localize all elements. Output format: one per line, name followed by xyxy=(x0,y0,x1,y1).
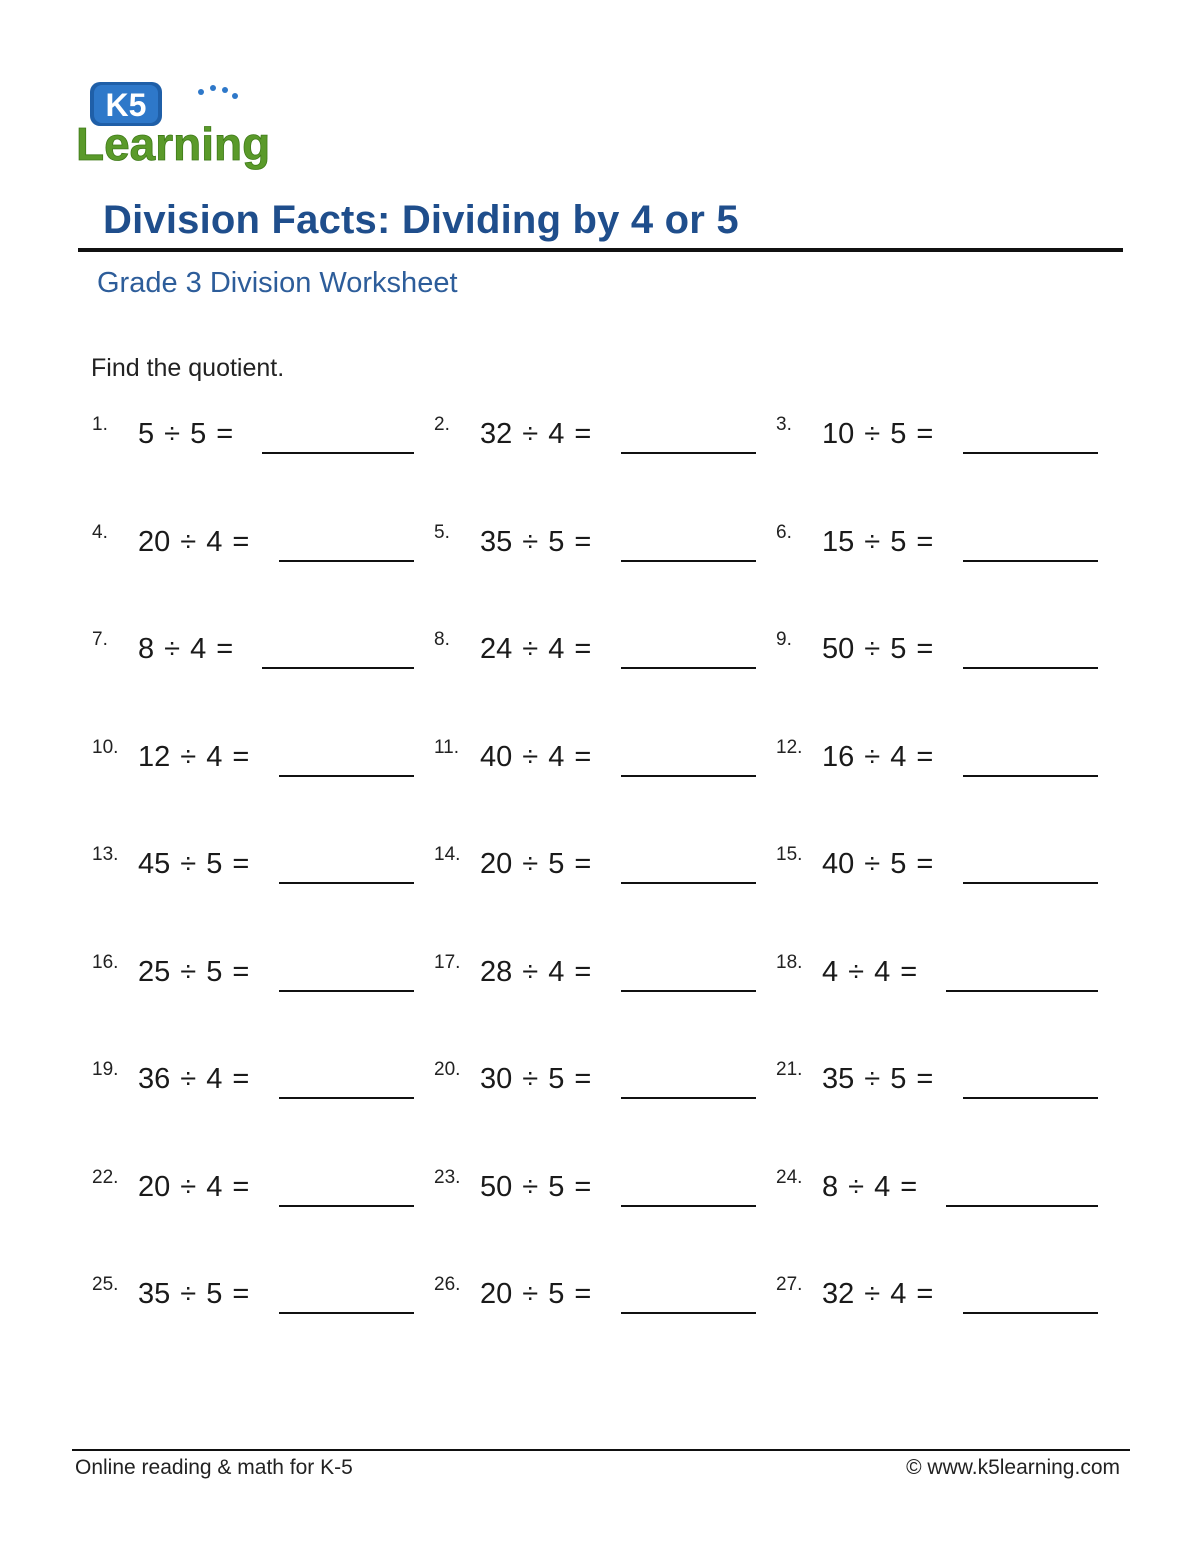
problem-eq: = xyxy=(574,955,592,988)
problem-number: 19. xyxy=(92,1059,119,1080)
problem-number: 17. xyxy=(434,951,461,973)
logo-word-text: Learning xyxy=(76,118,271,170)
problem-eq: = xyxy=(574,1170,592,1203)
problem-item xyxy=(92,414,414,458)
problem-eq: = xyxy=(216,633,234,665)
problem-expression xyxy=(480,1063,591,1096)
logo-badge-text: K5 xyxy=(105,87,147,123)
problem-divisor: 4 xyxy=(874,1170,891,1203)
problem-op: ÷ xyxy=(864,848,881,880)
problem-op: ÷ xyxy=(180,1278,197,1310)
problem-dividend: 32 xyxy=(822,1278,855,1310)
problem-number: 2. xyxy=(434,414,450,435)
problem-number: 8. xyxy=(434,629,450,650)
problem-number: 24. xyxy=(776,1166,803,1188)
problem-number: 18. xyxy=(776,951,803,973)
problem-number: 27. xyxy=(776,1274,803,1295)
problem-expression xyxy=(138,1278,249,1311)
problem-dividend: 20 xyxy=(138,1170,171,1203)
problem-item xyxy=(92,844,414,888)
problem-eq: = xyxy=(916,418,934,450)
problem-item xyxy=(434,629,756,673)
problem-expression xyxy=(480,848,591,881)
answer-blank[interactable] xyxy=(621,560,756,562)
problem-divisor: 5 xyxy=(548,1170,565,1203)
problem-divisor: 5 xyxy=(548,1278,565,1310)
problem-dividend: 36 xyxy=(138,1063,171,1095)
answer-blank[interactable] xyxy=(621,1205,756,1207)
problem-eq: = xyxy=(574,418,592,450)
problem-divisor: 4 xyxy=(206,525,223,558)
problem-divisor: 5 xyxy=(890,418,907,450)
problem-item xyxy=(92,522,414,566)
problem-divisor: 4 xyxy=(874,955,891,988)
problem-op: ÷ xyxy=(522,1278,539,1310)
answer-blank[interactable] xyxy=(621,990,756,992)
answer-blank[interactable] xyxy=(621,775,756,777)
problem-op: ÷ xyxy=(522,740,539,773)
answer-blank[interactable] xyxy=(621,1312,756,1314)
problem-divisor: 4 xyxy=(548,633,565,665)
problem-number: 5. xyxy=(434,521,450,543)
answer-blank[interactable] xyxy=(621,452,756,454)
problem-dividend: 35 xyxy=(822,1063,855,1095)
problem-op: ÷ xyxy=(180,525,197,558)
problem-expression xyxy=(822,633,933,666)
problem-divisor: 5 xyxy=(890,848,907,880)
problem-op: ÷ xyxy=(864,740,881,773)
answer-blank[interactable] xyxy=(262,452,414,454)
problem-op: ÷ xyxy=(864,1278,881,1310)
problem-op: ÷ xyxy=(180,1063,197,1095)
problem-item xyxy=(434,1059,756,1103)
problem-number: 20. xyxy=(434,1059,461,1080)
problem-divisor: 5 xyxy=(548,525,565,558)
problem-op: ÷ xyxy=(522,525,539,558)
problem-expression xyxy=(822,1278,933,1311)
problem-divisor: 5 xyxy=(890,525,907,558)
answer-blank[interactable] xyxy=(279,990,414,992)
problem-expression xyxy=(822,848,933,881)
footer-website: © www.k5learning.com xyxy=(906,1456,1120,1479)
problem-expression xyxy=(138,1063,249,1096)
answer-blank[interactable] xyxy=(963,452,1098,454)
problem-divisor: 5 xyxy=(190,418,207,450)
problem-dividend: 8 xyxy=(138,633,155,665)
page-subtitle: Grade 3 Division Worksheet xyxy=(97,267,458,299)
problem-number: 25. xyxy=(92,1274,119,1295)
problem-eq: = xyxy=(232,1063,250,1095)
problem-eq: = xyxy=(916,633,934,665)
answer-blank[interactable] xyxy=(963,775,1098,777)
problem-op: ÷ xyxy=(522,955,539,988)
problem-number: 1. xyxy=(92,414,108,435)
problem-eq: = xyxy=(916,1063,934,1095)
footer-divider xyxy=(72,1449,1130,1451)
problem-op: ÷ xyxy=(164,418,181,450)
problem-dividend: 50 xyxy=(480,1170,513,1203)
problem-expression xyxy=(138,848,249,881)
problem-op: ÷ xyxy=(180,848,197,880)
problem-eq: = xyxy=(574,1278,592,1310)
problem-op: ÷ xyxy=(864,525,881,558)
problem-item xyxy=(92,1059,414,1103)
problem-eq: = xyxy=(916,848,934,880)
problem-item xyxy=(776,844,1098,888)
problem-number: 22. xyxy=(92,1166,119,1188)
problem-op: ÷ xyxy=(180,1170,197,1203)
problem-number: 11. xyxy=(434,736,460,758)
footer-tagline: Online reading & math for K-5 xyxy=(75,1456,353,1479)
problem-item xyxy=(776,1059,1098,1103)
problem-item xyxy=(776,522,1098,566)
problem-item xyxy=(92,1167,414,1211)
answer-blank[interactable] xyxy=(963,1097,1098,1099)
instructions-text: Find the quotient. xyxy=(91,354,285,382)
problem-dividend: 45 xyxy=(138,848,171,880)
problem-eq: = xyxy=(232,1278,250,1310)
problem-dividend: 25 xyxy=(138,955,171,988)
problem-dividend: 40 xyxy=(822,848,855,880)
problem-eq: = xyxy=(232,848,250,880)
problem-dividend: 16 xyxy=(822,740,855,773)
answer-blank[interactable] xyxy=(279,775,414,777)
problem-number: 10. xyxy=(92,736,119,758)
problem-expression xyxy=(138,418,233,451)
answer-blank[interactable] xyxy=(621,667,756,669)
problem-dividend: 35 xyxy=(480,525,513,558)
problem-item xyxy=(92,1274,414,1318)
problem-number: 26. xyxy=(434,1274,461,1295)
problem-eq: = xyxy=(574,525,592,558)
problem-op: ÷ xyxy=(180,740,197,773)
problem-item xyxy=(776,1167,1098,1211)
answer-blank[interactable] xyxy=(262,667,414,669)
problem-expression xyxy=(480,1278,591,1311)
problem-divisor: 5 xyxy=(206,848,223,880)
problem-divisor: 4 xyxy=(206,1170,223,1203)
problem-number: 15. xyxy=(776,844,803,865)
problem-dividend: 8 xyxy=(822,1170,839,1203)
problem-dividend: 20 xyxy=(480,1278,513,1310)
answer-blank[interactable] xyxy=(621,1097,756,1099)
problem-eq: = xyxy=(916,525,934,558)
problem-number: 23. xyxy=(434,1166,461,1188)
problem-expression xyxy=(138,741,249,774)
problem-divisor: 5 xyxy=(890,633,907,665)
problem-eq: = xyxy=(574,848,592,880)
problem-expression xyxy=(822,526,933,559)
answer-blank[interactable] xyxy=(963,560,1098,562)
problem-divisor: 5 xyxy=(548,1063,565,1095)
problem-dividend: 40 xyxy=(480,740,513,773)
problem-item xyxy=(92,952,414,996)
problem-number: 4. xyxy=(92,521,108,543)
problem-dividend: 20 xyxy=(138,525,171,558)
problem-op: ÷ xyxy=(864,633,881,665)
problem-eq: = xyxy=(916,740,934,773)
problem-eq: = xyxy=(232,740,250,773)
problem-expression xyxy=(822,1063,933,1096)
answer-blank[interactable] xyxy=(279,1312,414,1314)
problem-eq: = xyxy=(900,955,918,988)
problem-dividend: 24 xyxy=(480,633,513,665)
problem-dividend: 4 xyxy=(822,955,839,988)
problem-dividend: 5 xyxy=(138,418,155,450)
problem-op: ÷ xyxy=(522,633,539,665)
page-title: Division Facts: Dividing by 4 or 5 xyxy=(103,198,739,242)
problem-dividend: 35 xyxy=(138,1278,171,1310)
problem-number: 14. xyxy=(434,844,461,865)
problem-dividend: 32 xyxy=(480,418,513,450)
problem-dividend: 28 xyxy=(480,955,513,988)
problem-expression xyxy=(480,741,591,774)
problem-op: ÷ xyxy=(864,1063,881,1095)
problem-item xyxy=(434,1167,756,1211)
problem-expression xyxy=(138,633,233,666)
problem-item xyxy=(434,522,756,566)
problem-item xyxy=(776,1274,1098,1318)
answer-blank[interactable] xyxy=(279,560,414,562)
answer-blank[interactable] xyxy=(279,1097,414,1099)
problem-divisor: 4 xyxy=(206,740,223,773)
problem-number: 13. xyxy=(92,844,119,865)
answer-blank[interactable] xyxy=(963,667,1098,669)
problem-item xyxy=(776,737,1098,781)
problem-eq: = xyxy=(574,740,592,773)
answer-blank[interactable] xyxy=(963,882,1098,884)
problem-expression xyxy=(480,526,591,559)
problem-dividend: 30 xyxy=(480,1063,513,1095)
problem-number: 7. xyxy=(92,629,108,650)
problem-item xyxy=(776,952,1098,996)
problem-number: 9. xyxy=(776,629,792,650)
problem-number: 6. xyxy=(776,521,792,543)
problem-op: ÷ xyxy=(164,633,181,665)
problem-divisor: 4 xyxy=(890,1278,907,1310)
problem-divisor: 4 xyxy=(548,418,565,450)
problem-divisor: 4 xyxy=(548,955,565,988)
problem-eq: = xyxy=(574,1063,592,1095)
problem-eq: = xyxy=(232,1170,250,1203)
problem-eq: = xyxy=(232,525,250,558)
problem-dividend: 50 xyxy=(822,633,855,665)
problem-op: ÷ xyxy=(848,955,865,988)
answer-blank[interactable] xyxy=(621,882,756,884)
problem-item xyxy=(434,1274,756,1318)
problem-divisor: 4 xyxy=(548,740,565,773)
problem-eq: = xyxy=(232,955,250,988)
problem-expression xyxy=(138,1171,249,1204)
problem-divisor: 5 xyxy=(548,848,565,880)
problem-eq: = xyxy=(574,633,592,665)
problem-expression xyxy=(480,1171,591,1204)
problem-expression xyxy=(822,418,933,451)
problem-item xyxy=(776,629,1098,673)
problem-expression xyxy=(138,526,249,559)
answer-blank[interactable] xyxy=(279,1205,414,1207)
answer-blank[interactable] xyxy=(946,990,1098,992)
problem-expression xyxy=(138,956,249,989)
problem-op: ÷ xyxy=(522,1170,539,1203)
problem-number: 3. xyxy=(776,414,792,435)
problem-eq: = xyxy=(216,418,234,450)
problem-op: ÷ xyxy=(522,848,539,880)
problem-op: ÷ xyxy=(864,418,881,450)
answer-blank[interactable] xyxy=(963,1312,1098,1314)
problem-divisor: 4 xyxy=(206,1063,223,1095)
problem-item xyxy=(776,414,1098,458)
problem-dividend: 15 xyxy=(822,525,855,558)
answer-blank[interactable] xyxy=(946,1205,1098,1207)
problem-number: 12. xyxy=(776,736,803,758)
problem-number: 21. xyxy=(776,1059,803,1080)
problem-item xyxy=(434,737,756,781)
problem-expression xyxy=(480,418,591,451)
problem-item xyxy=(434,844,756,888)
problem-dividend: 20 xyxy=(480,848,513,880)
problem-item xyxy=(92,737,414,781)
problem-eq: = xyxy=(916,1278,934,1310)
problem-op: ÷ xyxy=(180,955,197,988)
problem-item xyxy=(92,629,414,673)
problem-divisor: 4 xyxy=(890,740,907,773)
problem-number: 16. xyxy=(92,951,119,973)
problem-op: ÷ xyxy=(522,418,539,450)
problem-item xyxy=(434,414,756,458)
problem-divisor: 5 xyxy=(206,1278,223,1310)
problem-dividend: 10 xyxy=(822,418,855,450)
answer-blank[interactable] xyxy=(279,882,414,884)
problem-eq: = xyxy=(900,1170,918,1203)
problem-divisor: 4 xyxy=(190,633,207,665)
problem-divisor: 5 xyxy=(206,955,223,988)
problem-op: ÷ xyxy=(522,1063,539,1095)
problem-expression xyxy=(480,633,591,666)
problem-item xyxy=(434,952,756,996)
problem-expression xyxy=(480,956,591,989)
problem-expression xyxy=(822,1171,917,1204)
problem-dividend: 12 xyxy=(138,740,171,773)
problem-expression xyxy=(822,956,917,989)
problem-divisor: 5 xyxy=(890,1063,907,1095)
problem-op: ÷ xyxy=(848,1170,865,1203)
problem-expression xyxy=(822,741,933,774)
